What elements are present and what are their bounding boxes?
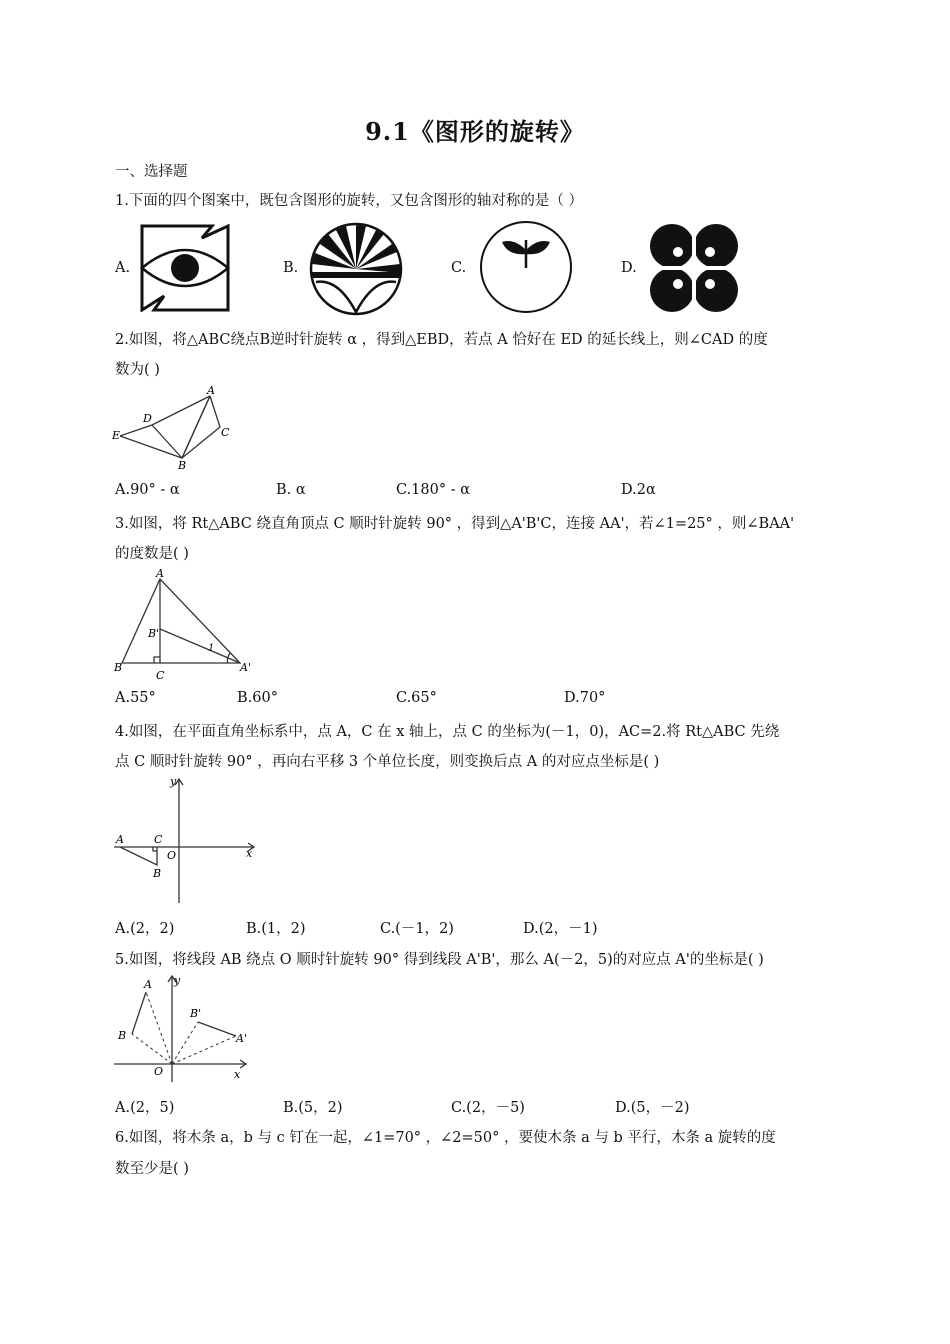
q6-text-line2: 数至少是( ) xyxy=(115,1161,189,1177)
q5-label-o: O xyxy=(154,1065,164,1078)
q4-label-o: O xyxy=(167,849,177,862)
q5-label-x: x xyxy=(234,1068,241,1081)
q4-label-c: C xyxy=(154,833,163,846)
q6-text-line1: 6.如图，将木条 a，b 与 c 钉在一起，∠1=70° ，∠2=50° ，要使木条 a 与 b 平行，木条 a 旋转的度 xyxy=(115,1130,776,1146)
q2-option-d: D.2α xyxy=(621,482,656,498)
q3-label-b: B xyxy=(114,661,123,674)
q5-label-y: y xyxy=(174,974,181,987)
q2-label-d: D xyxy=(143,412,152,425)
q1-option-c: C. xyxy=(451,260,467,276)
q1-figure-c xyxy=(478,220,574,314)
q2-text-line2: 数为( ) xyxy=(115,362,160,378)
section-heading: 一、选择题 xyxy=(115,164,188,180)
q4-figure xyxy=(112,775,262,907)
q4-text-line1: 4.如图，在平面直角坐标系中，点 A，C 在 x 轴上，点 C 的坐标为(－1，0)，AC=2.将 Rt△ABC 先绕 xyxy=(115,724,780,740)
q2-text-line1: 2.如图，将△ABC绕点B逆时针旋转 α ，得到△EBD，若点 A 恰好在 ED 的延长线上，则∠CAD 的度 xyxy=(115,332,768,348)
q5-label-a: A xyxy=(144,978,152,991)
q2-option-a: A.90° - α xyxy=(115,482,180,498)
page-title: 9.1《图形的旋转》 xyxy=(365,117,585,146)
q1-figure-b xyxy=(308,222,404,316)
q5-text-line1: 5.如图，将线段 AB 绕点 O 顺时针旋转 90° 得到线段 A'B'，那么 A(－2，5)的对应点 A'的坐标是( ) xyxy=(115,952,764,968)
q2-figure xyxy=(112,382,242,472)
q3-option-c: C.65° xyxy=(396,690,437,706)
q4-label-a: A xyxy=(116,833,124,846)
q1-figure-d xyxy=(648,222,740,314)
q3-label-a-prime: A' xyxy=(240,661,251,674)
q5-label-b-prime: B' xyxy=(190,1007,202,1020)
q4-text-line2: 点 C 顺时针旋转 90° ，再向右平移 3 个单位长度，则变换后点 A 的对应点坐标是( ) xyxy=(115,754,660,770)
q4-option-b: B.(1，2) xyxy=(246,921,306,937)
q1-option-d: D. xyxy=(621,260,637,276)
q5-figure xyxy=(112,972,252,1084)
q5-option-b: B.(5，2) xyxy=(283,1100,343,1116)
q3-option-a: A.55° xyxy=(115,690,156,706)
q1-figure-a xyxy=(140,224,230,312)
q4-option-c: C.(－1，2) xyxy=(380,921,454,937)
q3-option-d: D.70° xyxy=(564,690,606,706)
q1-option-a: A. xyxy=(115,260,131,276)
q5-option-d: D.(5，－2) xyxy=(615,1100,690,1116)
q4-label-b: B xyxy=(153,867,162,880)
q1-text: 1.下面的四个图案中，既包含图形的旋转，又包含图形的轴对称的是（ ） xyxy=(115,193,583,209)
q3-figure xyxy=(112,567,262,682)
q3-label-angle-1: 1 xyxy=(208,643,215,654)
q4-label-x: x xyxy=(246,847,253,860)
q4-option-a: A.(2，2) xyxy=(115,921,175,937)
q5-label-b: B xyxy=(118,1029,127,1042)
q3-label-b-prime: B' xyxy=(148,627,160,640)
q5-option-c: C.(2，－5) xyxy=(451,1100,525,1116)
q2-label-c: C xyxy=(221,426,230,439)
q3-label-a: A xyxy=(156,567,164,580)
q4-option-d: D.(2，－1) xyxy=(523,921,598,937)
q3-option-b: B.60° xyxy=(237,690,278,706)
q2-option-c: C.180° - α xyxy=(396,482,471,498)
q3-text-line1: 3.如图，将 Rt△ABC 绕直角顶点 C 顺时针旋转 90° ，得到△A'B'C，连接 AA'，若∠1=25° ，则∠BAA' xyxy=(115,516,795,532)
q2-label-b: B xyxy=(178,459,187,472)
q2-option-b: B. α xyxy=(276,482,306,498)
q4-label-y: y xyxy=(170,775,177,788)
q2-label-a: A xyxy=(207,384,215,397)
q3-label-c: C xyxy=(156,669,165,682)
q1-option-b: B. xyxy=(283,260,299,276)
q2-label-e: E xyxy=(112,429,121,442)
q5-label-a-prime: A' xyxy=(236,1032,247,1045)
q5-option-a: A.(2，5) xyxy=(115,1100,175,1116)
q3-text-line2: 的度数是( ) xyxy=(115,546,189,562)
